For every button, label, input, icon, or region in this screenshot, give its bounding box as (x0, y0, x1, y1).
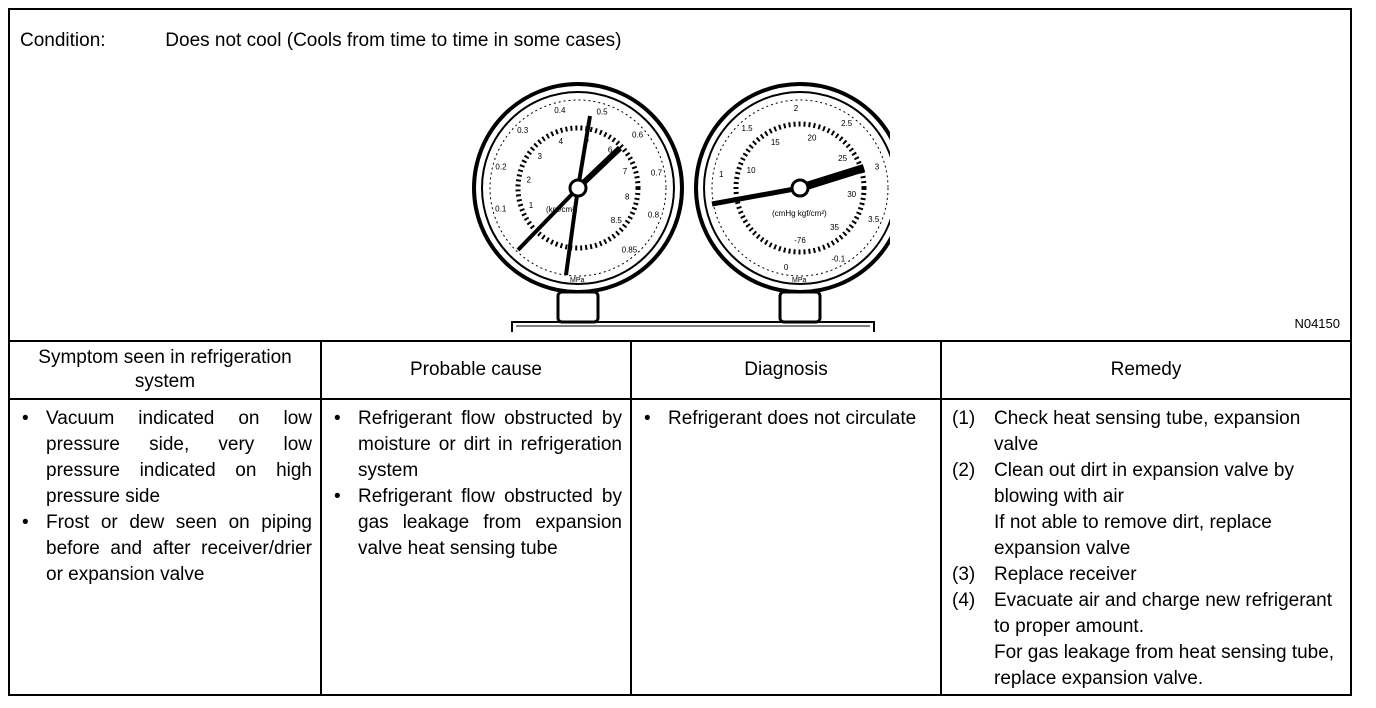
low-gauge-inner-tick-label: 8.5 (610, 216, 622, 226)
low-gauge-outer-tick-label: 0.6 (632, 130, 644, 140)
condition-panel (10, 10, 1350, 342)
header-cause: Probable cause (322, 342, 632, 398)
header-remedy: Remedy (1110, 359, 1182, 380)
remedy-cell (942, 400, 1350, 696)
high-gauge-outer-tick-label: 2 (793, 104, 799, 114)
low-gauge-outer-tick-label: 0.7 (650, 168, 663, 178)
table-body-row (10, 400, 1350, 696)
high-gauge-outer-tick-label: 0 (783, 262, 789, 272)
low-gauge-inner-tick-label: 3 (537, 151, 542, 161)
low-pressure-gauge (474, 84, 682, 322)
low-gauge-outer-tick-label: 0.1 (495, 204, 507, 214)
remedy-number: (3) (952, 564, 976, 585)
remedy-number: (1) (952, 408, 976, 429)
remedy-number: (4) (952, 590, 976, 611)
low-gauge-outer-tick-label: 0.4 (554, 106, 566, 116)
remedy-number: (2) (952, 460, 976, 481)
high-gauge-inner-tick-label: 30 (847, 190, 857, 200)
remedy-item (952, 458, 1342, 562)
high-gauge-inner-tick-label: -76 (794, 236, 806, 245)
remedy-text: Evacuate air and charge new refrigerant to proper amount. (994, 590, 1332, 637)
high-gauge-outer-tick-label: 2.5 (841, 119, 853, 129)
low-gauge-inner-tick-label: 4 (558, 137, 564, 147)
high-gauge-inner-tick-label: 25 (838, 154, 848, 164)
remedy-item (952, 588, 1342, 692)
low-gauge-outer-tick-label: 0.5 (596, 107, 608, 117)
symptom-item: • Vacuum indicated on low pressure side, very low pressure indicated on high pressure side (20, 406, 312, 510)
low-gauge-unit-label: (kgf/cm²) (546, 205, 578, 214)
high-gauge-outer-tick-label: 1 (718, 170, 724, 180)
high-gauge-unit-label: (cmHg kgf/cm²) (772, 209, 827, 218)
high-gauge-inner-tick-label: 15 (770, 138, 780, 148)
low-gauge-outer-tick-label: 0.85 (621, 245, 638, 255)
remedy-text: Replace receiver (994, 564, 1137, 585)
header-symptom: Symptom seen in refrigeration system (10, 342, 322, 398)
symptom-item: • Frost or dew seen on piping before and after receiver/drier or expansion valve (20, 510, 312, 588)
symptom-cell (10, 400, 322, 696)
cause-item: • Refrigerant flow obstructed by moisture or dirt in refrigeration system (332, 406, 622, 484)
low-gauge-outer-tick-label: 0.8 (647, 210, 660, 220)
cause-cell (322, 400, 632, 696)
high-gauge-outer-tick-label: 1.5 (741, 124, 753, 134)
low-gauge-outer-tick-label: 0.3 (517, 126, 529, 136)
remedy-text: Check heat sensing tube, expansion valve (994, 408, 1301, 455)
condition-line (20, 30, 621, 52)
header-diagnosis: Diagnosis (632, 342, 942, 398)
low-gauge-outer-tick-label: 0.2 (495, 162, 507, 172)
low-gauge-inner-tick-label: 8 (625, 192, 630, 202)
condition-value: Does not cool (Cools from time to time in some cases) (165, 30, 622, 51)
high-gauge-outer-tick-label: 3 (874, 162, 880, 172)
high-gauge-outer-tick-label: -0.1 (831, 254, 846, 264)
low-gauge-inner-tick-label: 6 (607, 145, 613, 155)
high-pressure-gauge (696, 84, 890, 322)
remedy-item (952, 406, 1342, 458)
low-gauge-inner-tick-label: 5 (584, 134, 589, 144)
low-gauge-inner-tick-label: 2 (526, 175, 531, 185)
figure-code: N04150 (1294, 316, 1340, 331)
remedy-subtext: If not able to remove dirt, replace expansion valve (994, 512, 1272, 559)
remedy-item (952, 562, 1342, 588)
low-gauge-mpa-label: MPa (570, 277, 585, 284)
diagnosis-item: • Refrigerant does not circulate (642, 406, 932, 432)
high-gauge-inner-tick-label: 35 (830, 222, 840, 232)
high-gauge-outer-tick-label: 3.5 (868, 215, 880, 225)
high-gauge-inner-tick-label: 20 (807, 133, 817, 143)
table-header-row (10, 342, 1350, 400)
manifold-gauge-illustration (460, 70, 890, 340)
cause-item: • Refrigerant flow obstructed by gas leakage from expansion valve heat sensing tube (332, 484, 622, 562)
remedy-subtext: For gas leakage from heat sensing tube, replace expansion valve. (994, 642, 1335, 689)
remedy-text: Clean out dirt in expansion valve by blowing with air (994, 460, 1294, 507)
high-gauge-mpa-label: MPa (792, 277, 807, 284)
low-gauge-inner-tick-label: 7 (622, 166, 628, 176)
low-gauge-inner-tick-label: 1 (528, 201, 534, 211)
condition-label: Condition: (20, 30, 106, 51)
troubleshooting-frame (8, 8, 1352, 696)
diagnosis-cell (632, 400, 942, 696)
high-gauge-inner-tick-label: 10 (746, 166, 756, 176)
